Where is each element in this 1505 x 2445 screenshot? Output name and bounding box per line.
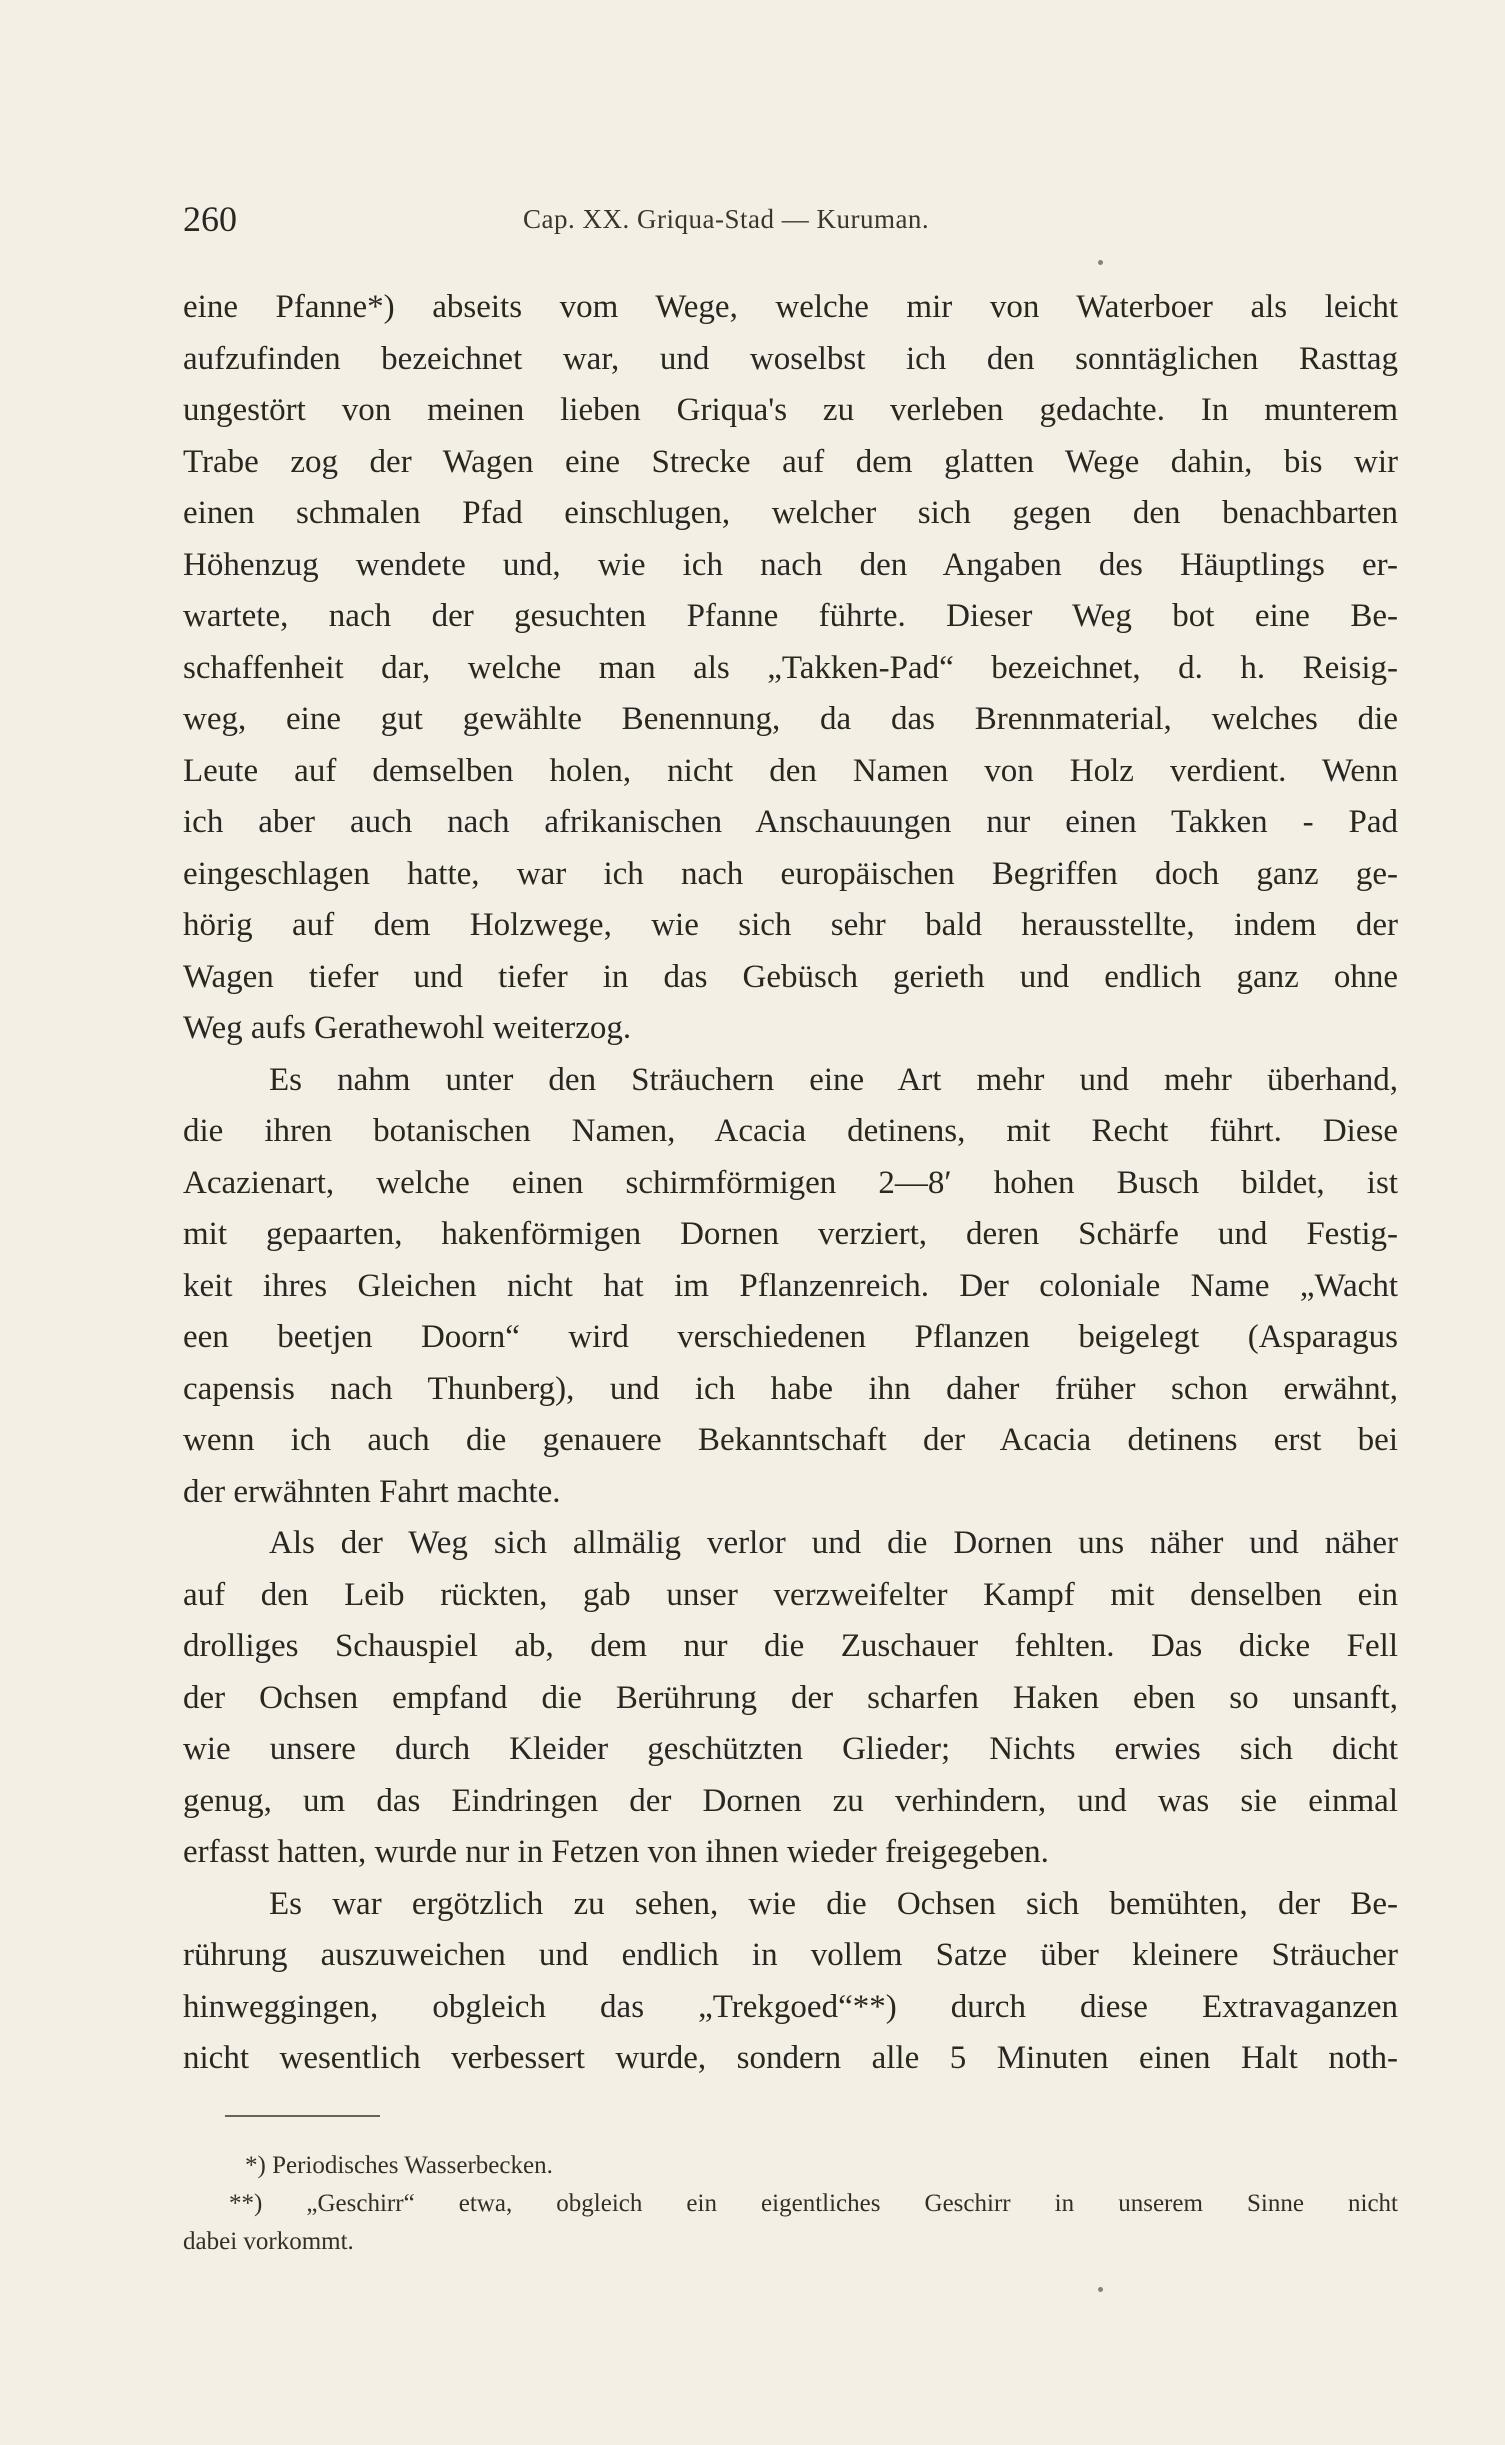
footnote-1: *) Periodisches Wasserbecken. (245, 2152, 553, 2179)
text-line: auf den Leib rückten, gab unser verzweifelter Kampf mit denselben ein (183, 1576, 1398, 1613)
text-line: Acazienart, welche einen schirmförmigen 2—8′ hohen Busch bildet, ist (183, 1164, 1398, 1201)
text-line: erfasst hatten, wurde nur in Fetzen von ihnen wieder freigegeben. (183, 1834, 1049, 1870)
text-line: ich aber auch nach afrikanischen Anschauungen nur einen Takken - Pad (183, 804, 1398, 840)
text-line: der Ochsen empfand die Berührung der scharfen Haken eben so unsanft, (183, 1679, 1398, 1716)
text-line: hinweggingen, obgleich das „Trekgoed“**) durch diese Extravaganzen (183, 1988, 1398, 2025)
footnote-2: **) „Geschirr“ etwa, obgleich ein eigentliches Geschirr in unserem Sinne nicht (229, 2190, 1398, 2217)
paragraph-start-line: Als der Weg sich allmälig verlor und die Dornen uns näher und näher (269, 1525, 1398, 1561)
text-line: nicht wesentlich verbessert wurde, sondern alle 5 Minuten einen Halt noth- (183, 2040, 1398, 2076)
text-line: einen schmalen Pfad einschlugen, welcher sich gegen den benachbarten (183, 495, 1398, 531)
text-line: Wagen tiefer und tiefer in das Gebüsch gerieth und endlich ganz ohne (183, 958, 1398, 995)
page-number: 260 (183, 199, 237, 239)
text-line: schaffenheit dar, welche man als „Takken-Pad“ bezeichnet, d. h. Reisig- (183, 649, 1398, 686)
text-line: capensis nach Thunberg), und ich habe ihn daher früher schon erwähnt, (183, 1370, 1398, 1407)
page-header (183, 197, 1398, 247)
text-line: eine Pfanne*) abseits vom Wege, welche mir von Waterboer als leicht (183, 289, 1398, 325)
body-text (183, 282, 1398, 2085)
text-line: wartete, nach der gesuchten Pfanne führte. Dieser Weg bot eine Be- (183, 598, 1398, 634)
text-line: der erwähnten Fahrt machte. (183, 1473, 561, 1510)
text-line: die ihren botanischen Namen, Acacia detinens, mit Recht führt. Diese (183, 1113, 1398, 1149)
text-line: wenn ich auch die genauere Bekanntschaft der Acacia detinens erst bei (183, 1422, 1398, 1458)
running-head: Cap. XX. Griqua-Stad — Kuruman. (523, 204, 930, 234)
paragraph-start-line: Es war ergötzlich zu sehen, wie die Ochsen sich bemühten, der Be- (269, 1885, 1398, 1922)
text-line: Weg aufs Gerathewohl weiterzog. (183, 1010, 632, 1046)
paragraph-start-line: Es nahm unter den Sträuchern eine Art mehr und mehr überhand, (269, 1061, 1398, 1098)
text-line: aufzufinden bezeichnet war, und woselbst ich den sonntäglichen Rasttag (183, 340, 1398, 377)
text-line: wie unsere durch Kleider geschützten Glieder; Nichts erwies sich dicht (183, 1731, 1398, 1767)
text-line: ungestört von meinen lieben Griqua's zu verleben gedachte. In munterem (183, 392, 1398, 428)
text-line: keit ihres Gleichen nicht hat im Pflanzenreich. Der coloniale Name „Wacht (183, 1267, 1398, 1304)
footnotes (183, 2147, 1398, 2261)
text-line: drolliges Schauspiel ab, dem nur die Zuschauer fehlten. Das dicke Fell (183, 1628, 1398, 1664)
text-line: een beetjen Doorn“ wird verschiedenen Pflanzen beigelegt (Asparagus (183, 1319, 1398, 1355)
text-line: hörig auf dem Holzwege, wie sich sehr bald herausstellte, indem der (183, 907, 1398, 943)
paper-speck (1098, 260, 1103, 265)
text-line: Höhenzug wendete und, wie ich nach den Angaben des Häuptlings er- (183, 546, 1398, 583)
text-line: Leute auf demselben holen, nicht den Namen von Holz verdient. Wenn (183, 752, 1398, 789)
text-line: weg, eine gut gewählte Benennung, da das Brennmaterial, welches die (183, 701, 1398, 737)
text-line: eingeschlagen hatte, war ich nach europäischen Begriffen doch ganz ge- (183, 855, 1398, 892)
paper-speck (1098, 2287, 1103, 2292)
footnote-divider (225, 2115, 380, 2117)
footnote-2-continued: dabei vorkommt. (183, 2228, 354, 2255)
text-line: genug, um das Eindringen der Dornen zu verhindern, und was sie einmal (183, 1782, 1398, 1819)
text-line: rührung auszuweichen und endlich in vollem Satze über kleinere Sträucher (183, 1937, 1398, 1973)
text-line: mit gepaarten, hakenförmigen Dornen verziert, deren Schärfe und Festig- (183, 1216, 1398, 1252)
text-line: Trabe zog der Wagen eine Strecke auf dem glatten Wege dahin, bis wir (183, 443, 1398, 480)
